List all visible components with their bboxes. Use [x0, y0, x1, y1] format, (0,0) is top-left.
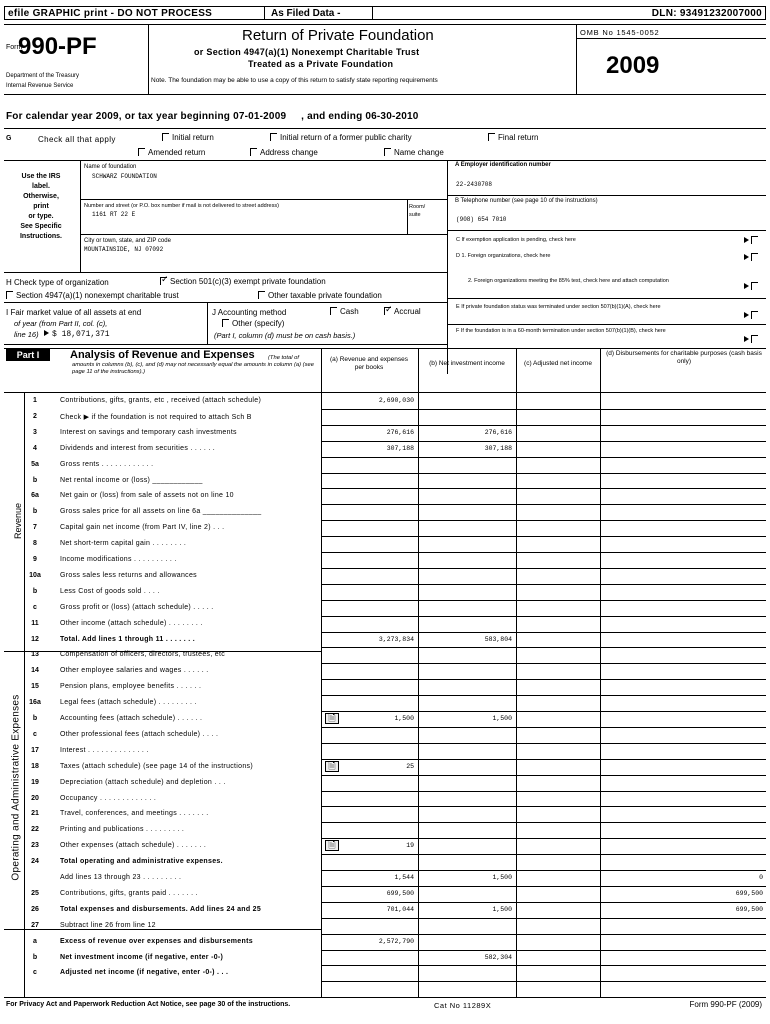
line-number: a	[33, 937, 37, 945]
form-prefix: Form	[6, 44, 23, 51]
line-description: Gross profit or (loss) (attach schedule) . . . . .	[60, 603, 214, 611]
efile-banner: efile GRAPHIC print - DO NOT PROCESS	[8, 8, 213, 19]
line-number: 19	[31, 778, 39, 786]
line-description: Travel, conferences, and meetings . . . . . . .	[60, 810, 209, 818]
amended-return-checkbox[interactable]	[138, 148, 145, 156]
city-state-zip[interactable]: MOUNTAINSIDE, NJ 07092	[84, 246, 164, 253]
f-checkbox[interactable]	[751, 335, 758, 343]
line-description: Net short-term capital gain . . . . . . . .	[60, 540, 187, 548]
line-description: Compensation of officers, directors, trustees, etc	[60, 651, 226, 659]
line-number: 6a	[31, 492, 39, 500]
line-description: Total operating and administrative expenses.	[60, 858, 223, 866]
line-number: 3	[33, 428, 37, 436]
form-subtitle1: or Section 4947(a)(1) Nonexempt Charitable Trust	[194, 47, 420, 57]
accrual-checkbox[interactable]	[384, 307, 391, 315]
line-description: Dividends and interest from securities . . . . . .	[60, 444, 216, 452]
cash-checkbox[interactable]	[330, 307, 337, 315]
col-b-value[interactable]: 307,188	[484, 444, 512, 452]
line-description: Net rental income or (loss) ____________	[60, 476, 203, 484]
cash-basis-note: (Part I, column (d) must be on cash basis.)	[214, 331, 356, 340]
part1-title: Analysis of Revenue and Expenses	[70, 349, 255, 361]
col-a-value[interactable]: 701,044	[386, 905, 414, 913]
line-number: 23	[31, 842, 39, 850]
line-description: Contributions, gifts, grants, etc , received (attach schedule)	[60, 397, 262, 404]
address-change-option[interactable]: Address change	[250, 148, 318, 157]
line-number: 10a	[29, 571, 41, 579]
col-b-value[interactable]: 1,500	[492, 715, 512, 722]
h-4947-checkbox[interactable]	[6, 291, 13, 299]
line-number: 27	[31, 921, 39, 929]
line-number: b	[32, 715, 38, 722]
line-description: Net investment income (if negative, enter -0-)	[60, 953, 224, 961]
line-description: Check ▶ if the foundation is not required to attach Sch B	[60, 413, 252, 421]
col-d-value[interactable]: 0	[759, 874, 763, 881]
line-description: Add lines 13 through 23 . . . . . . . . .	[60, 874, 182, 881]
line-number: 13	[31, 651, 39, 659]
line-description: Gross sales price for all assets on line 6a ______________	[60, 508, 262, 516]
line-description: Total expenses and disbursements. Add lines 24 and 25	[60, 905, 262, 913]
line-number: 15	[31, 683, 39, 691]
cash-option[interactable]: Cash	[330, 307, 359, 316]
arrow-right-icon	[744, 312, 749, 318]
dept-irs: Internal Revenue Service	[6, 83, 74, 89]
line-number: c	[33, 730, 37, 738]
calendar-year-line: For calendar year 2009, or tax year beginning 07-01-2009 , and ending 06-30-2010	[6, 111, 419, 122]
line-number: 4	[33, 444, 37, 452]
line-description: Less Cost of goods sold . . . .	[60, 587, 160, 595]
tax-year: 2009	[606, 52, 660, 79]
irs-label-instructions: Use the IRS label. Otherwise, print or type. See Specific Instructions.	[19, 173, 62, 240]
other-method-option[interactable]: Other (specify)	[222, 319, 284, 328]
line-number: 17	[31, 746, 39, 754]
street-address[interactable]: 1161 RT 22 E	[92, 211, 136, 218]
line-number: c	[33, 969, 37, 977]
amended-return-option[interactable]: Amended return	[138, 148, 205, 157]
line-description: Contributions, gifts, grants paid . . . . . . .	[60, 889, 198, 897]
name-change-option[interactable]: Name change	[384, 148, 444, 157]
attachment-icon[interactable]: 🗎	[325, 713, 339, 724]
line-description: Gross rents . . . . . . . . . . . .	[60, 460, 154, 468]
filed-banner: As Filed Data -	[271, 8, 341, 19]
col-b-value[interactable]: 1,500	[492, 905, 512, 913]
line-description: Adjusted net income (if negative, enter -0-) . . .	[60, 969, 229, 977]
line-description: Capital gain net income (from Part IV, line 2) . . .	[60, 524, 225, 532]
col-d-value[interactable]: 699,500	[735, 905, 763, 913]
row-divider	[321, 981, 766, 982]
col-b-value[interactable]: 583,804	[484, 635, 512, 643]
revenue-side-label: Revenue	[13, 502, 23, 540]
d2-checkbox-group[interactable]	[744, 282, 761, 291]
c-checkbox-group[interactable]	[744, 236, 761, 245]
initial-return-option[interactable]: Initial return	[162, 133, 214, 142]
col-a-value[interactable]: 2,572,790	[378, 937, 414, 945]
line-description: Legal fees (attach schedule) . . . . . . . . .	[60, 699, 197, 707]
col-a-value[interactable]: 699,500	[386, 889, 414, 897]
d1-checkbox[interactable]	[751, 253, 758, 261]
ein-value[interactable]: 22-2430708	[456, 181, 493, 188]
line-description: Subtract line 26 from line 12	[60, 921, 156, 929]
h-label: H Check type of organization	[6, 278, 109, 287]
line-number: b	[32, 953, 38, 961]
name-label: Name of foundation	[84, 164, 137, 170]
col-a-header: (a) Revenue and expenses per books	[329, 356, 409, 371]
col-a-value[interactable]: 1,544	[394, 874, 414, 881]
line-description: Excess of revenue over expenses and disbursements	[60, 937, 253, 945]
line-number: 16a	[29, 699, 41, 707]
line-description: Taxes (attach schedule) (see page 14 of the instructions)	[60, 762, 253, 770]
col-a-value[interactable]: 25	[406, 762, 414, 770]
line-number: 8	[33, 540, 37, 548]
accrual-option[interactable]: ✓ Accrual	[384, 307, 421, 316]
h-4947-option[interactable]: Section 4947(a)(1) nonexempt charitable trust	[6, 291, 179, 300]
initial-former-option[interactable]: Initial return of a former public charity	[270, 133, 412, 142]
line-number: 5a	[31, 460, 39, 468]
foundation-name[interactable]: SCHWARZ FOUNDATION	[92, 173, 157, 180]
line-number: c	[33, 603, 37, 611]
part1-tag: Part I	[6, 349, 50, 361]
line-description: Depreciation (attach schedule) and depletion . . .	[60, 778, 226, 786]
attachment-icon[interactable]: 🗎	[325, 761, 339, 772]
top-bar	[4, 6, 766, 20]
c-checkbox[interactable]	[751, 236, 758, 244]
col-a-value[interactable]: 2,690,030	[378, 397, 414, 404]
d2-checkbox[interactable]	[751, 282, 758, 290]
line-number: 26	[31, 905, 39, 913]
fmv-value[interactable]: $ 18,071,371	[52, 330, 110, 339]
col-b-header: (b) Net investment income	[429, 360, 505, 367]
fmv-arrow	[44, 330, 49, 338]
line-number: 1	[33, 397, 37, 404]
i-label-3: line 16)	[14, 330, 39, 339]
d1-checkbox-group[interactable]	[744, 253, 761, 262]
j-label: J Accounting method	[212, 308, 287, 317]
line-description: Interest on savings and temporary cash investments	[60, 428, 237, 436]
line-description: Gross sales less returns and allowances	[60, 571, 197, 579]
e-label: E If private foundation status was terminated under section 507(b)(1)(A), check here	[456, 304, 661, 310]
i-label-2: of year (from Part II, col. (c),	[14, 319, 108, 328]
line-number: 18	[31, 762, 39, 770]
arrow-right-icon	[744, 254, 749, 260]
col-a-value[interactable]: 1,500	[394, 715, 414, 722]
line-description: Accounting fees (attach schedule) . . . . . .	[60, 715, 203, 722]
c-label: C If exemption application is pending, check here	[456, 237, 576, 243]
line-number: 11	[31, 619, 39, 627]
f-checkbox-group[interactable]	[744, 335, 761, 344]
other-method-checkbox[interactable]	[222, 319, 229, 327]
h-501c3-checkbox[interactable]	[160, 277, 167, 285]
initial-former-checkbox[interactable]	[270, 133, 277, 141]
street-label: Number and street (or P.O. box number if mail is not delivered to street address)	[84, 203, 279, 209]
ein-label: A Employer identification number	[455, 162, 551, 168]
line-number: b	[32, 587, 38, 595]
line-number: 2	[33, 412, 37, 420]
col-d-value[interactable]: 699,500	[735, 889, 763, 897]
dln: DLN: 93491232007000	[651, 8, 762, 19]
omb-number: OMB No 1545-0052	[580, 28, 660, 37]
form-number: 990-PF	[18, 33, 97, 60]
privacy-notice: For Privacy Act and Paperwork Reduction Act Notice, see page 30 of the instructions.	[6, 1001, 291, 1008]
line-description: Income modifications . . . . . . . . . .	[60, 556, 177, 563]
address-change-checkbox[interactable]	[250, 148, 257, 156]
g-check-all: Check all that apply	[38, 135, 116, 144]
form-subtitle2: Treated as a Private Foundation	[248, 59, 394, 69]
arrow-right-icon	[44, 330, 49, 336]
line-number: 22	[31, 826, 39, 834]
line-description: Pension plans, employee benefits . . . . . .	[60, 683, 202, 691]
final-return-checkbox[interactable]	[488, 133, 495, 141]
phone-value[interactable]: (908) 654 7010	[456, 216, 507, 223]
arrow-right-icon	[744, 336, 749, 342]
name-change-checkbox[interactable]	[384, 148, 391, 156]
d2-label: 2. Foreign organizations meeting the 85% test, check here and attach computation	[468, 278, 669, 284]
line-number: b	[32, 476, 38, 484]
line-description: Other income (attach schedule) . . . . . . . .	[60, 619, 203, 627]
line-number: 12	[31, 635, 39, 643]
line-number: 24	[31, 858, 39, 866]
col-a-value[interactable]: 19	[406, 842, 414, 850]
line-description: Interest . . . . . . . . . . . . . .	[60, 746, 149, 754]
g-label: G	[6, 135, 12, 142]
line-description: Other expenses (attach schedule) . . . . . . .	[60, 842, 207, 850]
col-c-header: (c) Adjusted net income	[524, 360, 592, 367]
i-label-1: I Fair market value of all assets at end	[6, 308, 142, 317]
col-b-value[interactable]: 582,304	[484, 953, 512, 961]
e-checkbox[interactable]	[751, 311, 758, 319]
line-description: Net gain or (loss) from sale of assets not on line 10	[60, 492, 234, 500]
h-other-checkbox[interactable]	[258, 291, 265, 299]
col-a-value[interactable]: 307,188	[386, 444, 414, 452]
expenses-side-label: Operating and Administrative Expenses	[10, 694, 22, 881]
col-d-header: (d) Disbursements for charitable purposes (cash basis only)	[606, 350, 762, 365]
line-number: 14	[31, 667, 39, 675]
line-number: 9	[33, 556, 37, 563]
line-description: Other professional fees (attach schedule) . . . .	[60, 730, 219, 738]
form-note: Note. The foundation may be able to use a copy of this return to satisfy state reporting requirements	[151, 77, 438, 84]
line-number: 20	[31, 794, 39, 802]
col-b-value[interactable]: 1,500	[492, 874, 512, 881]
initial-return-checkbox[interactable]	[162, 133, 169, 141]
e-checkbox-group[interactable]	[744, 311, 761, 320]
city-label: City or town, state, and ZIP code	[84, 238, 171, 244]
col-a-value[interactable]: 3,273,834	[378, 635, 414, 643]
room-label: Room/ suite	[409, 204, 426, 218]
dept-treasury: Department of the Treasury	[6, 73, 80, 79]
d1-label: D 1. Foreign organizations, check here	[456, 253, 551, 259]
final-return-option[interactable]: Final return	[488, 133, 538, 142]
h-501c3-option[interactable]: ✓ Section 501(c)(3) exempt private foundation	[160, 277, 326, 286]
form-footer: Form 990-PF (2009)	[689, 1000, 762, 1009]
line-number: b	[32, 508, 38, 516]
col-a-value[interactable]: 276,616	[386, 428, 414, 436]
arrow-right-icon	[744, 283, 749, 289]
col-b-value[interactable]: 276,616	[484, 428, 512, 436]
line-number: 21	[31, 810, 39, 818]
attachment-icon[interactable]: 🗎	[325, 840, 339, 851]
form-title: Return of Private Foundation	[242, 27, 434, 44]
line-description: Other employee salaries and wages . . . . . .	[60, 667, 209, 675]
line-number: 7	[33, 524, 37, 532]
line-number: 25	[31, 889, 39, 897]
line-description: Printing and publications . . . . . . . . .	[60, 826, 185, 834]
phone-label: B Telephone number (see page 10 of the instructions)	[455, 198, 598, 204]
line-description: Occupancy . . . . . . . . . . . . .	[60, 794, 157, 802]
f-label: F If the foundation is in a 60-month termination under section 507(b)(1)(B), check here	[456, 328, 666, 334]
h-other-option[interactable]: Other taxable private foundation	[258, 291, 382, 300]
arrow-right-icon	[744, 237, 749, 243]
part1-title-note: (The total of amounts in columns (b), (c), and (d) may not necessarily equal the amounts in column (a) (see page 11 of the instructions).)	[72, 355, 314, 375]
cat-number: Cat No 11289X	[434, 1001, 492, 1010]
line-description: Total. Add lines 1 through 11 . . . . . . .	[60, 635, 196, 643]
